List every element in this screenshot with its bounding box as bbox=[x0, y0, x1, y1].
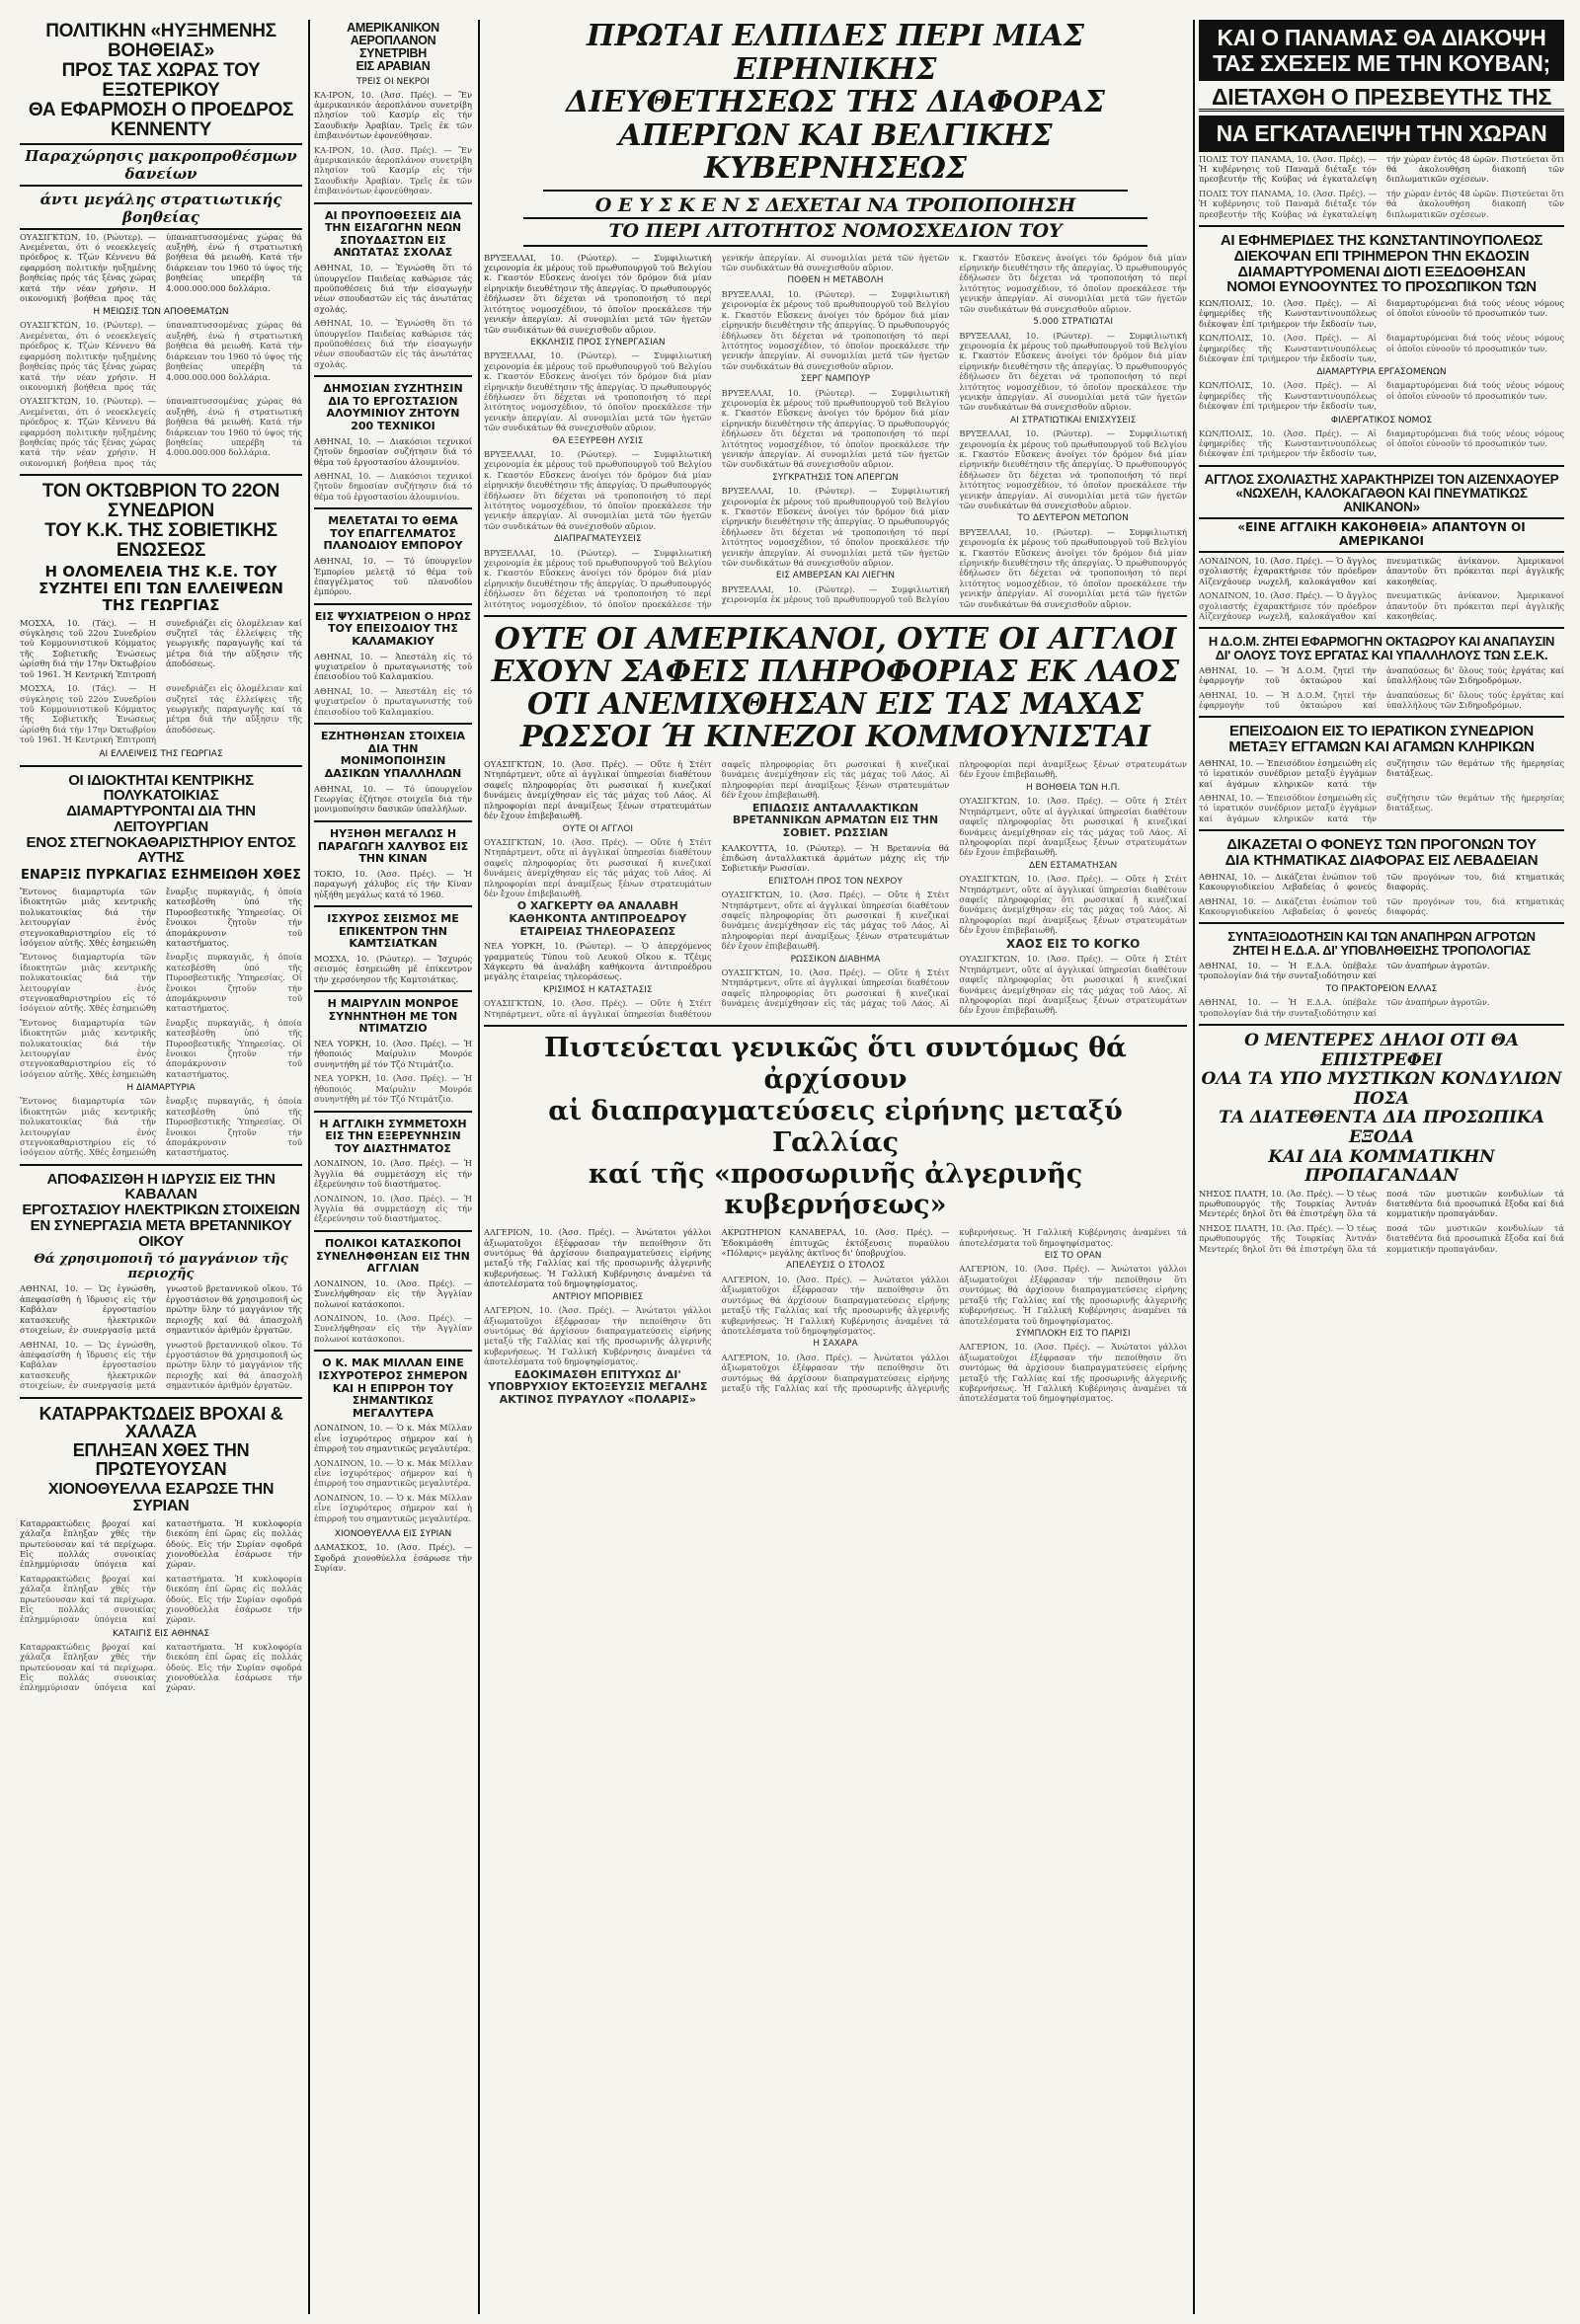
divider bbox=[314, 905, 472, 907]
headline-line: ΤΟΝ ΟΚΤΩΒΡΙΟΝ ΤΟ 22ΟΝ ΣΥΝΕΔΡΙΟΝ bbox=[41, 481, 280, 522]
article-body-continued: ΑΘΗΝΑΙ, 10. — Ἡ Ε.Δ.Α. ὑπέβαλε τροπολογίαν διά τήν συνταξιοδότησιν καί τῶν ἀναπήρων ἀγροτῶν. bbox=[1199, 997, 1490, 1018]
brief-body: ΑΘΗΝΑΙ, 10. — Τό ὑπουργεῖον Γεωργίας ἐζήτησε στοιχεῖα διά τήν μονιμοποίησιν δασικῶν ὑπαλλήλων. bbox=[314, 783, 472, 814]
article-body: ΑΘΗΝΑΙ, 10. — Ἡ Δ.Ο.Μ. ζητεῖ τήν ἐφαρμογήν τοῦ ὀκταώρου καί ἀναπαύσεως δι' ὅλους τούς ἐργάτας καί ὑπαλλήλους τῶν Σιδηροδρόμων. bbox=[1199, 664, 1564, 686]
headline-line: ΕΝΟΣ ΣΤΕΓΝΟΚΑΘΑΡΙΣΤΗΡΙΟΥ ΕΝΤΟΣ ΑΥΤΗΣ bbox=[26, 833, 296, 867]
headline-line: ΠΟΛΙΤΙΚΗΝ «ΗΥΞΗΜΕΝΗΣ ΒΟΗΘΕΙΑΣ» bbox=[45, 21, 276, 61]
article-text: ΟΥΑΣΙΓΚΤΩΝ, 10. (Ἀσσ. Πρές). — Οὔτε ἡ Στέιτ Ντηπάρτμεντ, οὔτε αἱ ἀγγλικαί ὑπηρεσίαι διαθέτουν σαφεῖς πληροφορίας ὅτι ρωσσικαί ἤ κινεζικαί δυνάμεις ἀνεμίχθησαν εἰς τάς μάχας τοῦ Λάος. Αἱ πληροφορίαι περί ἀναμίξεως ξένων στρατευμάτων δέν ἔχουν ἐπιβεβαιωθῆ. bbox=[484, 759, 950, 1019]
box-headline: ΕΠΙΔΩΣΙΣ ΑΝΤΑΛΛΑΚΤΙΚΩΝ ΒΡΕΤΑΝΝΙΚΩΝ ΑΡΜΑΤΩΝ ΕΙΣ ΤΗΝ ΣΟΒΙΕΤ. ΡΩΣΣΙΑΝ bbox=[732, 801, 939, 839]
article-body bbox=[484, 1227, 1187, 1406]
headline bbox=[20, 22, 302, 140]
article-text: ΟΥΑΣΙΓΚΤΩΝ, 10. (Ἀσσ. Πρές). — Οὔτε ἡ Στέιτ Ντηπάρτμεντ, οὔτε αἱ ἀγγλικαί ὑπηρεσίαι διαθέτουν σαφεῖς πληροφορίας ὅτι ρωσσικαί ἤ κινεζικαί δυνάμεις ἀνεμίχθησαν εἰς τάς μάχας τοῦ Λάος. Αἱ πληροφορίαι περί ἀναμίξεως ξένων στρατευμάτων δέν ἔχουν ἐπιβεβαιωθῆ. bbox=[959, 954, 1187, 1016]
brief-headline: ΙΣΧΥΡΟΣ ΣΕΙΣΜΟΣ ΜΕ ΕΠΙΚΕΝΤΡΟΝ ΤΗΝ ΚΑΜΤΣΙΑΤΚΑΝ bbox=[327, 912, 459, 951]
headline-line: ΟΤΙ ΑΝΕΜΙΧΘΗΣΑΝ ΕΙΣ ΤΑΣ ΜΑΧΑΣ bbox=[527, 687, 1144, 723]
article-body-continued: ΚΩΝ/ΠΟΛΙΣ, 10. (Ἀσσ. Πρές). — Αἱ ἐφημερίδες τῆς Κωνσταντινουπόλεως διέκοψαν ἐπί τριήμερον τήν ἔκδοσίν των, διαμαρτυρόμεναι διά τούς νέους νόμους οἱ ὁποῖοι εὐνοοῦν τό προσωπικόν των. bbox=[1199, 380, 1564, 412]
brief-body-continued: ΛΟΝΔΙΝΟΝ, 10. (Ἀσσ. Πρές). — Συνελήφθησαν εἰς τήν Ἀγγλίαν πολωνοί κατάσκοποι. bbox=[314, 1313, 472, 1344]
headline-line: ΡΩΣΣΟΙ Ή ΚΙΝΕΖΟΙ ΚΟΜΜΟΥΝΙΣΤΑΙ bbox=[519, 720, 1151, 755]
headline-line: ΔΙΕΚΟΨΑΝ ΕΠΙ ΤΡΙΗΜΕΡΟΝ ΤΗΝ ΕΚΔΟΣΙΝ bbox=[1233, 247, 1530, 265]
headline-line: ΟΥΤΕ ΟΙ ΑΜΕΡΙΚΑΝΟΙ, ΟΥΤΕ ΟΙ ΑΓΓΛΟΙ bbox=[494, 622, 1177, 658]
headline-line: ΠΡΟΣ ΤΑΣ ΧΩΡΑΣ ΤΟΥ ΕΞΩΤΕΡΙΚΟΥ bbox=[61, 59, 261, 101]
article-text: ΟΥΑΣΙΓΚΤΩΝ, 10. (Ἀσσ. Πρές). — Οὔτε ἡ Στέιτ Ντηπάρτμεντ, οὔτε αἱ ἀγγλικαί ὑπηρεσίαι διαθέτουν σαφεῖς πληροφορίας ὅτι ρωσσικαί ἤ κινεζικαί δυνάμεις ἀνεμίχθησαν εἰς τάς μάχας τοῦ Λάος. Αἱ πληροφορίαι περί ἀναμίξεως ξένων στρατευμάτων δέν ἔχουν ἐπιβεβαιωθῆ. bbox=[484, 836, 712, 898]
deck: Ο Ε Υ Σ Κ Ε Ν Σ ΔΕΧΕΤΑΙ ΝΑ ΤΡΟΠΟΠΟΙΗΣΗ bbox=[594, 194, 1076, 216]
article-body: ΠΟΛΙΣ ΤΟΥ ΠΑΝΑΜΑ, 10. (Ἀσσ. Πρές). — Ἡ κυβέρνησις τοῦ Παναμᾶ διέταξε τόν πρεσβευτήν τῆς Κούβας νά ἐγκαταλείψη τήν χώραν ἐντός 48 ὡρῶν. Πιστεύεται ὅτι θά ἀκολουθήση διακοπή τῶν διπλωματικῶν σχέσεων. bbox=[1199, 153, 1564, 185]
headline-line: ΕΝ ΣΥΝΕΡΓΑΣΙΑ ΜΕΤΑ ΒΡΕΤΑΝΝΙΚΟΥ ΟΙΚΟΥ bbox=[30, 1216, 292, 1250]
article-kennedy-aid bbox=[20, 22, 302, 468]
brief-body: ΑΘΗΝΑΙ, 10. — Ἀπεστάλη εἰς τό ψυχιατρεῖον ὁ πρωταγωνιστής τοῦ ἐπεισοδίου τοῦ Καλαμακίου. bbox=[314, 651, 472, 682]
divider bbox=[314, 202, 472, 204]
headline bbox=[20, 1405, 302, 1480]
subheading: ΔΙΑΜΑΡΤΥΡΙΑ ΕΡΓΑΣΟΜΕΝΩΝ bbox=[1316, 367, 1447, 378]
headline-line: ΟΛΑ ΤΑ ΥΠΟ ΜΥΣΤΙΚΩΝ ΚΟΝΔΥΛΙΩΝ ΠΟΣΑ bbox=[1201, 1069, 1562, 1109]
subheading: ΑΙ ΕΛΛΕΙΨΕΙΣ ΤΗΣ ΓΕΩΡΓΙΑΣ bbox=[99, 748, 223, 759]
subheading: ΠΟΘΕΝ Η ΜΕΤΑΒΟΛΗ bbox=[787, 275, 884, 286]
brief bbox=[314, 1357, 472, 1523]
divider bbox=[20, 765, 302, 767]
headline-line: ΑΓΓΛΟΣ ΣΧΟΛΙΑΣΤΗΣ ΧΑΡΑΚΤΗΡΙΖΕΙ ΤΟΝ ΑΙΖΕΝΧΑΟΥΕΡ bbox=[1204, 471, 1559, 487]
brief-body: ΑΘΗΝΑΙ, 10. — Ἐγνώσθη ὅτι τό ὑπουργεῖον Παιδείας καθώρισε τάς προϋποθέσεις διά τήν εἰσαγωγήν νέων σπουδαστῶν εἰς τάς ἀνωτάτας σχολάς. bbox=[314, 263, 472, 314]
subheading: ΑΙ ΣΤΡΑΤΙΩΤΙΚΑΙ ΕΝΙΣΧΥΣΕΙΣ bbox=[1009, 415, 1137, 426]
headline bbox=[20, 482, 302, 561]
headline bbox=[20, 1172, 302, 1250]
brief-body-continued: ΛΟΝΔΙΝΟΝ, 10. — Ὁ κ. Μάκ Μίλλαν εἶνε ἰσχυρότερος σήμερον καί ἡ ἐπιρροή του σημαντικῶς μεγαλυτέρα. bbox=[314, 1457, 472, 1489]
headline-line: ΑΠΕΡΓΩΝ ΚΑΙ ΒΕΛΓΙΚΗΣ ΚΥΒΕΡΝΗΣΕΩΣ bbox=[618, 117, 1053, 187]
deck: «ΕΙΝΕ ΑΓΓΛΙΚΗ ΚΑΚΟΗΘΕΙΑ» ΑΠΑΝΤΟΥΝ ΟΙ ΑΜΕΡΙΚΑΝΟΙ bbox=[1199, 517, 1564, 553]
brief-body: ΛΟΝΔΙΝΟΝ, 10. (Ἀσσ. Πρές). — Ἡ Ἀγγλία θά συμμετάσχη εἰς τήν ἐξερεύνησιν τοῦ διαστήματος. bbox=[314, 1158, 472, 1190]
article-text: ΟΥΑΣΙΓΚΤΩΝ, 10. (Ἀσσ. Πρές). — Οὔτε ἡ Στέιτ Ντηπάρτμεντ, οὔτε αἱ ἀγγλικαί ὑπηρεσίαι διαθέτουν σαφεῖς πληροφορίας ὅτι ρωσσικαί ἤ κινεζικαί δυνάμεις ἀνεμίχθησαν εἰς τάς μάχας τοῦ Λάος. Αἱ πληροφορίαι περί ἀναμίξεως ξένων στρατευμάτων δέν ἔχουν ἐπιβεβαιωθῆ. bbox=[484, 759, 712, 821]
headline-line: ΠΡΩΤΑΙ ΕΛΠΙΔΕΣ ΠΕΡΙ ΜΙΑΣ ΕΙΡΗΝΙΚΗΣ bbox=[587, 20, 1084, 87]
headline-line: ΚΑΤΑΡΡΑΚΤΩΔΕΙΣ ΒΡΟΧΑΙ & ΧΑΛΑΖΑ bbox=[39, 1403, 283, 1442]
headline-line: ΕΙΣ ΑΡΑΒΙΑΝ bbox=[356, 59, 431, 74]
article-body: ΚΩΝ/ΠΟΛΙΣ, 10. (Ἀσσ. Πρές). — Αἱ ἐφημερίδες τῆς Κωνσταντινουπόλεως διέκοψαν ἐπί τριήμερον τήν ἔκδοσίν των, διαμαρτυρόμεναι διά τούς νέους νόμους οἱ ὁποῖοι εὐνοοῦν τό προσωπικόν των. bbox=[1199, 298, 1564, 329]
article-dom bbox=[1199, 635, 1564, 710]
article-text: ΑΛΓΕΡΙΟΝ, 10. (Ἀσσ. Πρές). — Ἀνώτατοι γάλλοι ἀξιωματοῦχοι ἐξέφρασαν τήν πεποίθησιν ὅτι συντόμως θά ἀρχίσουν διαπραγματεύσεις εἰρήνης μεταξύ τῆς Γαλλίας καί τῆς προσωρινῆς ἀλγερινῆς κυβερνήσεως. Ἡ Γαλλική Κυβέρνησις ἀναμένει τά ἀποτελέσματα τοῦ δημοψηφίσματος. bbox=[959, 1264, 1187, 1326]
subheading: ΑΝΤΡΙΟΥ ΜΠΟΡΙΒΙΕΣ bbox=[552, 1291, 644, 1302]
article-body bbox=[484, 759, 1187, 1019]
headline-line: αἱ διαπραγματεύσεις εἰρήνης μεταξύ Γαλλίας bbox=[548, 1095, 1123, 1158]
brief-headline: Ο Κ. ΜΑΚ ΜΙΛΛΑΝ ΕΙΝΕ ΙΣΧΥΡΟΤΕΡΟΣ ΣΗΜΕΡΟΝ ΚΑΙ Η ΕΠΙΡΡΟΗ ΤΟΥ ΣΗΜΑΝΤΙΚΩΣ ΜΕΓΑΛΥΤΕΡΑ bbox=[318, 1356, 468, 1420]
subheading: ΕΙΣ ΤΟ ΟΡΑΝ bbox=[1044, 1251, 1102, 1262]
brief-body-continued: ΑΘΗΝΑΙ, 10. — Ἐγνώσθη ὅτι τό ὑπουργεῖον Παιδείας καθώρισε τάς προϋποθέσεις διά τήν εἰσαγωγήν νέων σπουδαστῶν εἰς τάς ἀνωτάτας σχολάς. bbox=[314, 318, 472, 369]
brief bbox=[314, 383, 472, 502]
column-rule bbox=[478, 20, 480, 2314]
brief-headline: ΠΟΛΙΚΟΙ ΚΑΤΑΣΚΟΠΟΙ ΣΥΝΕΛΗΦΘΗΣΑΝ ΕΙΣ ΤΗΝ ΑΓΓΛΙΑΝ bbox=[316, 1236, 470, 1276]
article-soviet-congress bbox=[20, 482, 302, 758]
divider bbox=[1199, 716, 1564, 718]
brief bbox=[314, 731, 472, 814]
column-rule bbox=[1193, 20, 1195, 2314]
article-laos bbox=[484, 623, 1187, 1019]
deck: Θά χρησιμοποιῆ τό μαγγάνιον τῆς περιοχῆς bbox=[34, 1252, 288, 1282]
headline bbox=[1199, 473, 1564, 515]
article-text: ΒΡΥΞΕΛΛΑΙ, 10. (Ρώυτερ). — Συμφιλιωτική χειρονομία ἐκ μέρους τοῦ πρωθυπουργοῦ τοῦ Βελγίου κ. Γκαστόν Εὔσκενς ἀνοίγει τόν δρόμον διά μίαν εἰρηνικήν διευθέτησιν τῆς ἀπεργίας. Ὁ πρωθυπουργός ἐδήλωσεν ὅτι δέχεται νά τροποποιήση τό περί λιτότητος νομοσχέδιον, τό ὁποῖον προεκάλεσε τήν γενικήν ἀπεργίαν. Αἱ συνομιλίαι μετά τῶν ἡγετῶν τῶν συνδικάτων θά συνεχισθοῦν αὔριον. bbox=[721, 252, 1187, 605]
headline bbox=[484, 20, 1187, 186]
article-text: ΒΡΥΞΕΛΛΑΙ, 10. (Ρώυτερ). — Συμφιλιωτική χειρονομία ἐκ μέρους τοῦ πρωθυπουργοῦ τοῦ Βελγίου κ. Γκαστόν Εὔσκενς ἀνοίγει τόν δρόμον διά μίαν εἰρηνικήν διευθέτησιν τῆς ἀπεργίας. Ὁ πρωθυπουργός ἐδήλωσεν ὅτι δέχεται νά τροποποιήση τό περί λιτότητος νομοσχέδιον, τό ὁποῖον προεκάλεσε τήν γενικήν ἀπεργίαν. Αἱ συνομιλίαι μετά τῶν ἡγετῶν τῶν συνδικάτων θά συνεχισθοῦν αὔριον. bbox=[959, 330, 1187, 413]
deck: ΕΝΑΡΞΙΣ ΠΥΡΚΑΓΙΑΣ ΕΣΗΜΕΙΩΘΗ ΧΘΕΣ bbox=[21, 868, 301, 884]
subheading: ΟΥΤΕ ΟΙ ΑΓΓΛΟΙ bbox=[562, 823, 633, 834]
article-body: ΚΑ-ΙΡΟΝ, 10. (Ἀσσ. Πρές). — Ἕν ἀμερικανικόν ἀεροπλάνον συνετρίβη πλησίον τοῦ Κασμίρ εἰς τήν Σαουδικήν Ἀραβίαν. Τρεῖς ἐκ τῶν ἐπιβαινόντων ἐφονεύθησαν. bbox=[314, 89, 472, 141]
brief bbox=[314, 515, 472, 597]
article-belgian-strike bbox=[484, 20, 1187, 609]
headline-inverted bbox=[1199, 20, 1564, 81]
headline-line: Ο ΜΕΝΤΕΡΕΣ ΔΗΛΟΙ ΟΤΙ ΘΑ ΕΠΙΣΤΡΕΦΕΙ bbox=[1244, 1031, 1519, 1070]
subheading: ΕΙΣ ΑΜΒΕΡΣΑΝ ΚΑΙ ΛΙΕΓΗΝ bbox=[775, 571, 896, 581]
brief bbox=[314, 828, 472, 899]
article-body-continued: ΟΥΑΣΙΓΚΤΩΝ, 10. (Ρώυτερ). — Ανεμένεται, ότι ό νεοεκλεγείς πρόεδρος κ. Τζών Κέννενυ θά εφαρμόση πολιτικήν ηυξημένης βοηθείας πρός τάς ξένας χώρας κατά τήν νέαν χρήσιν. Η οικονομική βοήθεια προς τάς ύπαναπτυσσομένας χώρας θά αυξηθή, ένώ ή στρατιωτική βοήθεια θά μειωθή. Κατά τήν διάρκειαν του 1960 τό ύψος τής βοηθείας υπερέβη τά 4.000.000.000 δολλάρια. bbox=[20, 396, 302, 468]
brief-body-continued: ΑΘΗΝΑΙ, 10. — Ἀπεστάλη εἰς τό ψυχιατρεῖον ὁ πρωταγωνιστής τοῦ ἐπεισοδίου τοῦ Καλαμακίου. bbox=[314, 685, 472, 717]
divider bbox=[314, 1230, 472, 1232]
column-briefs bbox=[314, 20, 472, 2314]
deck: άντι μεγάλης στρατιωτικής βοηθείας bbox=[20, 189, 302, 230]
article-body-continued: Ἔντονος διαμαρτυρία τῶν ἰδιοκτητῶν μιᾶς κεντρικῆς πολυκατοικίας διά τήν λειτουργίαν ἑνός στεγνοκαθαριστηρίου εἰς τό ἰσόγειον αὐτῆς. Χθές ἐσημειώθη ἔναρξις πυρκαγιᾶς, ἡ ὁποία κατεσβέσθη ὑπό τῆς Πυροσβεστικῆς Ὑπηρεσίας. Οἱ ἔνοικοι ζητοῦν τήν ἀπομάκρυνσιν τοῦ καταστήματος. bbox=[20, 1017, 302, 1079]
subheading: ΦΙΛΕΡΓΑΤΙΚΟΣ ΝΟΜΟΣ bbox=[1330, 415, 1433, 426]
brief-body: ΛΟΝΔΙΝΟΝ, 10. (Ἀσσ. Πρές). — Συνελήφθησαν εἰς τήν Ἀγγλίαν πολωνοί κατάσκοποι. bbox=[314, 1278, 472, 1309]
divider bbox=[314, 603, 472, 605]
article-text: ΒΡΥΞΕΛΛΑΙ, 10. (Ρώυτερ). — Συμφιλιωτική χειρονομία ἐκ μέρους τοῦ πρωθυπουργοῦ τοῦ Βελγίου κ. Γκαστόν Εὔσκενς ἀνοίγει τόν δρόμον διά μίαν εἰρηνικήν διευθέτησιν τῆς ἀπεργίας. Ὁ πρωθυπουργός ἐδήλωσεν ὅτι δέχεται νά τροποποιήση τό περί λιτότητος νομοσχέδιον, τό ὁποῖον προεκάλεσε τήν γενικήν ἀπεργίαν. Αἱ συνομιλίαι μετά τῶν ἡγετῶν τῶν συνδικάτων θά συνεχισθοῦν αὔριον. bbox=[721, 486, 950, 569]
box-headline: ΕΔΟΚΙΜΑΣΘΗ ΕΠΙΤΥΧΩΣ ΔΙ' ΥΠΟΒΡΥΧΙΟΥ ΕΚΤΟΞΕΥΣΙΣ ΜΕΓΑΛΗΣ ΑΚΤΙΝΟΣ ΠΥΡΑΥΛΟΥ «ΠΟΛΑΡΙΣ» bbox=[488, 1367, 708, 1406]
divider bbox=[1199, 627, 1564, 629]
divider bbox=[314, 723, 472, 725]
article-body-continued: ΟΥΑΣΙΓΚΤΩΝ, 10. (Ρώυτερ). — Ανεμένεται, ότι ό νεοεκλεγείς πρόεδρος κ. Τζών Κέννενυ θά εφαρμόση πολιτικήν ηυξημένης βοηθείας πρός τάς ξένας χώρας κατά τήν νέαν χρήσιν. Η οικονομική βοήθεια προς τάς ύπαναπτυσσομένας χώρας θά αυξηθή, ένώ ή στρατιωτική βοήθεια θά μειωθή. Κατά τήν διάρκειαν του 1960 τό ύψος τής βοηθείας υπερέβη τά 4.000.000.000 δολλάρια. bbox=[20, 320, 302, 392]
article-text: ΒΡΥΞΕΛΛΑΙ, 10. (Ρώυτερ). — Συμφιλιωτική χειρονομία ἐκ μέρους τοῦ πρωθυπουργοῦ τοῦ Βελγίου κ. Γκαστόν Εὔσκενς ἀνοίγει τόν δρόμον διά μίαν εἰρηνικήν διευθέτησιν τῆς ἀπεργίας. Ὁ πρωθυπουργός ἐδήλωσεν ὅτι δέχεται νά τροποποιήση τό περί λιτότητος νομοσχέδιον, τό ὁποῖον προεκάλεσε τήν γενικήν ἀπεργίαν. Αἱ συνομιλίαι μετά τῶν ἡγετῶν τῶν συνδικάτων θά συνεχισθοῦν αὔριον. bbox=[484, 252, 950, 609]
subheading: 5.000 ΣΤΡΑΤΙΩΤΑΙ bbox=[1033, 317, 1113, 328]
article-body: ΛΟΝΔΙΝΟΝ, 10. (Ἀσσ. Πρές). — Ὁ ἄγγλος σχολιαστής ἐχαρακτήρισε τόν πρόεδρον Αἰζενχάουερ νωχελῆ, καλοκάγαθον καί πνευματικῶς ἀνίκανον. Ἀμερικανοί ἀπαντοῦν ὅτι πρόκειται περί ἀγγλικῆς κακοηθείας. bbox=[1199, 555, 1564, 586]
brief-headline: ΜΕΛΕΤΑΤΑΙ ΤΟ ΘΕΜΑ ΤΟΥ ΕΠΑΓΓΕΛΜΑΤΟΣ ΠΛΑΝΟΔΙΟΥ ΕΜΠΟΡΟΥ bbox=[323, 514, 463, 553]
brief-body-continued: ΛΟΝΔΙΝΟΝ, 10. — Ὁ κ. Μάκ Μίλλαν εἶνε ἰσχυρότερος σήμερον καί ἡ ἐπιρροή του σημαντικῶς μεγαλυτέρα. bbox=[314, 1492, 472, 1523]
headline bbox=[484, 623, 1187, 753]
headline-line: ΣΥΝΤΑΞΙΟΔΟΤΗΣΙΝ ΚΑΙ ΤΩΝ ΑΝΑΠΗΡΩΝ ΑΓΡΟΤΩΝ bbox=[1227, 929, 1536, 945]
article-text: ΒΡΥΞΕΛΛΑΙ, 10. (Ρώυτερ). — Συμφιλιωτική χειρονομία ἐκ μέρους τοῦ πρωθυπουργοῦ τοῦ Βελγίου κ. Γκαστόν Εὔσκενς ἀνοίγει τόν δρόμον διά μίαν εἰρηνικήν διευθέτησιν τῆς ἀπεργίας. Ὁ πρωθυπουργός ἐδήλωσεν ὅτι δέχεται νά τροποποιήση τό περί λιτότητος νομοσχέδιον, τό ὁποῖον προεκάλεσε τήν γενικήν ἀπεργίαν. Αἱ συνομιλίαι μετά τῶν ἡγετῶν τῶν συνδικάτων θά συνεχισθοῦν αὔριον. bbox=[484, 350, 712, 433]
box-headline: Ο ΧΑΓΚΕΡΤΥ ΘΑ ΑΝΑΛΑΒΗ ΚΑΘΗΚΟΝΤΑ ΑΝΤΙΠΡΟΕΔΡΟΥ ΕΤΑΙΡΕΙΑΣ ΤΗΛΕΟΡΑΣΕΩΣ bbox=[509, 899, 687, 938]
article-text: ΚΑΛΚΟΥΤΤΑ, 10. (Ρώυτερ). — Ἡ Βρεταννία θά ἐπιδώση ἀνταλλακτικά ἁρμάτων μάχης εἰς τήν Σοβιετικήν Ρωσσίαν. bbox=[721, 842, 950, 874]
brief-body: ΑΘΗΝΑΙ, 10. — Διακόσιοι τεχνικοί ζητοῦν δημοσίαν συζήτησιν διά τό θέμα τοῦ ἐργοστασίου ἀλουμινίου. bbox=[314, 435, 472, 467]
headline-line: καί τῆς «προσωρινῆς ἀλγερινῆς κυβερνήσεως» bbox=[588, 1158, 1083, 1221]
subheading: ΔΕΝ ΕΣΤΑΜΑΤΗΣΑΝ bbox=[1029, 860, 1118, 871]
headline-line: ΔΙΑ ΚΤΗΜΑΤΙΚΑΣ ΔΙΑΦΟΡΑΣ ΕΙΣ ΛΕΒΑΔΕΙΑΝ bbox=[1224, 852, 1539, 870]
divider bbox=[1199, 225, 1564, 227]
article-text: ΟΥΑΣΙΓΚΤΩΝ, 10. (Ἀσσ. Πρές). — Οὔτε ἡ Στέιτ Ντηπάρτμεντ, οὔτε αἱ ἀγγλικαί ὑπηρεσίαι διαθέτουν σαφεῖς πληροφορίας ὅτι ρωσσικαί ἤ κινεζικαί δυνάμεις ἀνεμίχθησαν εἰς τάς μάχας τοῦ Λάος. Αἱ πληροφορίαι περί ἀναμίξεως ξένων στρατευμάτων δέν ἔχουν ἐπιβεβαιωθῆ. bbox=[721, 759, 1187, 1009]
divider bbox=[314, 507, 472, 509]
brief bbox=[314, 210, 472, 370]
headline-line: ΕΧΟΥΝ ΣΑΦΕΙΣ ΠΛΗΡΟΦΟΡΙΑΣ ΕΚ ΛΑΟΣ bbox=[491, 655, 1180, 690]
brief-headline: Η ΑΓΓΛΙΚΗ ΣΥΜΜΕΤΟΧΗ ΕΙΣ ΤΗΝ ΕΞΕΡΕΥΝΗΣΙΝ ΤΟΥ ΔΙΑΣΤΗΜΑΤΟΣ bbox=[319, 1117, 467, 1155]
brief-body-continued: ΝΕΑ ΥΟΡΚΗ, 10. (Ἀσσ. Πρές). — Ἡ ἠθοποιός Μαίρυλιν Μονρόε συνηντήθη μέ τόν Τζό Ντιμάτζιο. bbox=[314, 1073, 472, 1105]
headline-inverted bbox=[1199, 116, 1564, 151]
brief-body-continued: ΑΘΗΝΑΙ, 10. — Διακόσιοι τεχνικοί ζητοῦν δημοσίαν συζήτησιν διά τό θέμα τοῦ ἐργοστασίου ἀλουμινίου. bbox=[314, 470, 472, 502]
subheading: ΤΟ ΔΕΥΤΕΡΟΝ ΜΕΤΩΠΟΝ bbox=[1017, 513, 1129, 524]
headline-line: Η Δ.Ο.Μ. ΖΗΤΕΙ ΕΦΑΡΜΟΓΗΝ ΟΚΤΑΩΡΟΥ ΚΑΙ ΑΝΑΠΑΥΣΙΝ bbox=[1208, 634, 1555, 650]
brief-body-continued: ΛΟΝΔΙΝΟΝ, 10. (Ἀσσ. Πρές). — Ἡ Ἀγγλία θά συμμετάσχη εἰς τήν ἐξερεύνησιν τοῦ διαστήματος. bbox=[314, 1193, 472, 1224]
article-body: ΜΟΣΧΑ, 10. (Τάς). — Η σύγκλησις τοῦ 22ου Συνεδρίου τοῦ Κομμουνιστικοῦ Κόμματος τῆς Σοβιετικῆς Ἑνώσεως ὡρίσθη διά τήν 17ην Ὀκτωβρίου τοῦ 1961. Ἡ Κεντρική Ἐπιτροπή συνεδριάζει εἰς ὁλομέλειαν καί συζητεῖ τάς ἐλλείψεις τῆς γεωργικῆς παραγωγῆς καί τά μέτρα διά τήν αὔξησιν τῆς ἀποδόσεως. bbox=[20, 617, 302, 679]
headline bbox=[314, 22, 472, 74]
article-eisenhower bbox=[1199, 473, 1564, 622]
article-body-continued: ΝΗΣΟΣ ΠΛΑΤΗ, 10. (Ἀσ. Πρές). — Ὁ τέως πρωθυπουργός τῆς Τουρκίας Ἀντνάν Μεντερές δηλοῖ ὅτι θά ἐπιστρέψη ὅλα τά ποσά τῶν μυστικῶν κονδυλίων τά διατεθέντα διά προσωπικά ἔξοδα καί διά κομματικήν προπαγάνδαν. bbox=[1199, 1222, 1564, 1254]
brief-headline: ΗΥΞΗΘΗ ΜΕΓΑΛΩΣ Η ΠΑΡΑΓΩΓΗ ΧΑΛΥΒΟΣ ΕΙΣ ΤΗΝ ΚΙΝΑΝ bbox=[317, 826, 469, 866]
headline-line: ΚΑΙ Ο ΠΑΝΑΜΑΣ ΘΑ ΔΙΑΚΟΨΗ bbox=[1217, 25, 1546, 50]
brief-body: ΛΟΝΔΙΝΟΝ, 10. — Ὁ κ. Μάκ Μίλλαν εἶνε ἰσχυρότερος σήμερον καί ἡ ἐπιρροή του σημαντικῶς μεγαλυτέρα. bbox=[314, 1423, 472, 1454]
article-body-continued: Καταρρακτώδεις βροχαί καί χάλαζα ἔπληξαν χθές τήν πρωτεύουσαν καί τά περίχωρα. Εἰς πολλάς συνοικίας ἐπλημμύρισαν ὑπόγεια καί καταστήματα. Ἡ κυκλοφορία διεκόπη ἐπί ὥρας εἰς πολλάς ὁδούς. Εἰς τήν Συρίαν σφοδρά χιονοθύελλα ἐσάρωσε τήν χώραν. bbox=[20, 1641, 302, 1693]
subheading: ΕΚΚΛΗΣΙΣ ΠΡΟΣ ΣΥΝΕΡΓΑΣΙΑΝ bbox=[530, 337, 666, 348]
article-text: ΑΛΓΕΡΙΟΝ, 10. (Ἀσσ. Πρές). — Ἀνώτατοι γάλλοι ἀξιωματοῦχοι ἐξέφρασαν τήν πεποίθησιν ὅτι συντόμως θά ἀρχίσουν διαπραγματεύσεις εἰρήνης μεταξύ τῆς Γαλλίας καί τῆς προσωρινῆς ἀλγερινῆς κυβερνήσεως. Ἡ Γαλλική Κυβέρνησις ἀναμένει τά ἀποτελέσματα τοῦ δημοψηφίσματος. bbox=[484, 1227, 712, 1289]
headline-line: ΑΕΡΟΠΛΑΝΟΝ bbox=[350, 34, 436, 48]
headline-line: ΔΙΑΜΑΡΤΥΡΟΝΤΑΙ ΔΙΑ ΤΗΝ ΛΕΙΤΟΥΡΓΙΑΝ bbox=[66, 803, 256, 835]
headline bbox=[1199, 1032, 1564, 1186]
article-text: ΑΚΡΩΤΗΡΙΟΝ ΚΑΝΑΒΕΡΑΛ, 10. (Ἀσσ. Πρές). — Ἐδοκιμάσθη ἐπιτυχῶς ἐκτόξευσις πυραύλου «Πόλαρις» μεγάλης ἀκτῖνος δι' ὑποβρυχίου. bbox=[721, 1227, 950, 1259]
article-body-continued: Ἔντονος διαμαρτυρία τῶν ἰδιοκτητῶν μιᾶς κεντρικῆς πολυκατοικίας διά τήν λειτουργίαν ἑνός στεγνοκαθαριστηρίου εἰς τό ἰσόγειον αὐτῆς. Χθές ἐσημειώθη ἔναρξις πυρκαγιᾶς, ἡ ὁποία κατεσβέσθη ὑπό τῆς Πυροσβεστικῆς Ὑπηρεσίας. Οἱ ἔνοικοι ζητοῦν τήν ἀπομάκρυνσιν τοῦ καταστήματος. bbox=[20, 1096, 302, 1158]
headline-line: ΔΙΕΥΘΕΤΗΣΕΩΣ ΤΗΣ ΔΙΑΦΟΡΑΣ bbox=[566, 85, 1105, 120]
brief bbox=[314, 1238, 472, 1344]
article-body: Καταρρακτώδεις βροχαί καί χάλαζα ἔπληξαν χθές τήν πρωτεύουσαν καί τά περίχωρα. Εἰς πολλάς συνοικίας ἐπλημμύρισαν ὑπόγεια καί καταστήματα. Ἡ κυκλοφορία διεκόπη ἐπί ὥρας εἰς πολλάς ὁδούς. Εἰς τήν Συρίαν σφοδρά χιονοθύελλα ἐσάρωσε τήν χώραν. bbox=[20, 1517, 302, 1570]
headline-line: ΑΜΕΡΙΚΑΝΙΚΟΝ bbox=[347, 21, 439, 35]
article-storms bbox=[20, 1405, 302, 1693]
article-body-continued: ΑΘΗΝΑΙ, 10. — Ἐπεισόδιον ἐσημειώθη εἰς τό ἱερατικόν συνέδριον μεταξύ ἐγγάμων καί ἀγάμων κληρικῶν κατά τήν συζήτησιν τῶν θεμάτων τῆς ἡμερησίας διατάξεως. bbox=[1199, 793, 1564, 823]
headline-line: ΔΙΕΤΑΧΘΗ Ο ΠΡΕΣΒΕΥΤΗΣ ΤΗΣ bbox=[1199, 85, 1564, 112]
subheading: ΑΠΕΛΕΥΣΙΣ Ο ΣΤΟΛΟΣ bbox=[785, 1261, 885, 1272]
article-body-continued: ΜΟΣΧΑ, 10. (Τάς). — Η σύγκλησις τοῦ 22ου Συνεδρίου τοῦ Κομμουνιστικοῦ Κόμματος τῆς Σοβιετικῆς Ἑνώσεως ὡρίσθη διά τήν 17ην Ὀκτωβρίου τοῦ 1961. Ἡ Κεντρική Ἐπιτροπή συνεδριάζει εἰς ὁλομέλειαν καί συζητεῖ τάς ἐλλείψεις τῆς γεωργικῆς παραγωγῆς καί τά μέτρα διά τήν αὔξησιν τῆς ἀποδόσεως. bbox=[20, 683, 302, 745]
article-panama bbox=[1199, 20, 1564, 219]
brief-body: ΝΕΑ ΥΟΡΚΗ, 10. (Ἀσσ. Πρές). — Ἡ ἠθοποιός Μαίρυλιν Μονρόε συνηντήθη μέ τόν Τζό Ντιμάτζιο. bbox=[314, 1039, 472, 1069]
subheading: ΣΕΡΓ ΝΑΜΠΟΥΡ bbox=[800, 374, 871, 385]
column-right bbox=[1199, 20, 1564, 2314]
article-plane-crash bbox=[314, 22, 472, 196]
brief-body: ΜΟΣΧΑ, 10. (Ρώυτερ). — Ἰσχυρός σεισμός ἐσημειώθη μέ ἐπίκεντρον τήν χερσόνησον τῆς Καμτσιάτκας. bbox=[314, 953, 472, 984]
subheading: ΚΑΤΑΙΓΙΣ ΕΙΣ ΑΘΗΝΑΣ bbox=[112, 1628, 210, 1639]
brief-body: ΔΑΜΑΣΚΟΣ, 10. (Ἀσσ. Πρές). — Σφοδρά χιονοθύελλα ἐσάρωσε τήν Συρίαν. bbox=[314, 1542, 472, 1573]
headline-line: ΜΕΤΑΞΥ ΕΓΓΑΜΩΝ ΚΑΙ ΑΓΑΜΩΝ ΚΛΗΡΙΚΩΝ bbox=[1228, 738, 1535, 756]
headline-line: ΕΠΕΙΣΟΔΙΟΝ ΕΙΣ ΤΟ ΙΕΡΑΤΙΚΟΝ ΣΥΝΕΔΡΙΟΝ bbox=[1229, 723, 1534, 740]
article-text: ΑΛΓΕΡΙΟΝ, 10. (Ἀσσ. Πρές). — Ἀνώτατοι γάλλοι ἀξιωματοῦχοι ἐξέφρασαν τήν πεποίθησιν ὅτι συντόμως θά ἀρχίσουν διαπραγματεύσεις εἰρήνης μεταξύ τῆς Γαλλίας καί τῆς προσωρινῆς ἀλγερινῆς κυβερνήσεως. Ἡ Γαλλική Κυβέρνησις ἀναμένει τά ἀποτελέσματα τοῦ δημοψηφίσματος. bbox=[484, 1305, 712, 1367]
article-body-continued: ΠΟΛΙΣ ΤΟΥ ΠΑΝΑΜΑ, 10. (Ἀσσ. Πρές). — Ἡ κυβέρνησις τοῦ Παναμᾶ διέταξε τόν πρεσβευτήν τῆς Κούβας νά ἐγκαταλείψη τήν χώραν ἐντός 48 ὡρῶν. Πιστεύεται ὅτι θά ἀκολουθήση διακοπή τῶν διπλωματικῶν σχέσεων. bbox=[1199, 188, 1564, 219]
headline-line: ΤΑ ΔΙΑΤΕΘΕΝΤΑ ΔΙΑ ΠΡΟΣΩΠΙΚΑ ΕΞΟΔΑ bbox=[1219, 1108, 1544, 1148]
divider bbox=[314, 1350, 472, 1352]
headline-line: ΤΟΥ Κ.Κ. ΤΗΣ ΣΟΒΙΕΤΙΚΗΣ ΕΝΩΣΕΩΣ bbox=[44, 520, 277, 561]
article-text: ΑΛΓΕΡΙΟΝ, 10. (Ἀσσ. Πρές). — Ἀνώτατοι γάλλοι ἀξιωματοῦχοι ἐξέφρασαν τήν πεποίθησιν ὅτι συντόμως θά ἀρχίσουν διαπραγματεύσεις εἰρήνης μεταξύ τῆς Γαλλίας καί τῆς προσωρινῆς ἀλγερινῆς κυβερνήσεως. Ἡ Γαλλική Κυβέρνησις ἀναμένει τά ἀποτελέσματα τοῦ δημοψηφίσματος. bbox=[721, 1227, 1187, 1393]
brief-headline: ΑΙ ΠΡΟΥΠΟΘΕΣΕΙΣ ΔΙΑ ΤΗΝ ΕΙΣΑΓΩΓΗΝ ΝΕΩΝ ΣΠΟΥΔΑΣΤΩΝ ΕΙΣ ΑΝΩΤΑΤΑΣ ΣΧΟΛΑΣ bbox=[324, 208, 462, 260]
headline bbox=[1199, 837, 1564, 869]
brief-body: ΤΟΚΙΟ, 10. (Ἀσσ. Πρές). — Ἡ παραγωγή χάλυβος εἰς τήν Κίναν ηὐξήθη μεγάλως κατά τό 1960. bbox=[314, 868, 472, 899]
headline-line: ΣΥΝΕΤΡΙΒΗ bbox=[358, 46, 427, 61]
article-text: ΟΥΑΣΙΓΚΤΩΝ, 10. (Ἀσσ. Πρές). — Οὔτε ἡ Στέιτ Ντηπάρτμεντ, οὔτε αἱ ἀγγλικαί ὑπηρεσίαι διαθέτουν σαφεῖς πληροφορίας ὅτι ρωσσικαί ἤ κινεζικαί δυνάμεις ἀνεμίχθησαν εἰς τάς μάχας τοῦ Λάος. Αἱ πληροφορίαι περί ἀναμίξεως ξένων στρατευμάτων δέν ἔχουν ἐπιβεβαιωθῆ. bbox=[959, 874, 1187, 936]
headline-line: ΝΟΜΟΙ ΕΥΝΟΟΥΝΤΕΣ ΤΟ ΠΡΟΣΩΠΙΚΟΝ ΤΩΝ bbox=[1226, 278, 1537, 296]
subheading: Η ΣΑΧΑΡΑ bbox=[813, 1339, 858, 1350]
article-text: ΟΥΑΣΙΓΚΤΩΝ, 10. (Ἀσσ. Πρές). — Οὔτε ἡ Στέιτ Ντηπάρτμεντ, οὔτε αἱ ἀγγλικαί ὑπηρεσίαι διαθέτουν σαφεῖς πληροφορίας ὅτι ρωσσικαί ἤ κινεζικαί δυνάμεις ἀνεμίχθησαν εἰς τάς μάχας τοῦ Λάος. Αἱ πληροφορίαι περί ἀναμίξεως ξένων στρατευμάτων δέν ἔχουν ἐπιβεβαιωθῆ. bbox=[721, 890, 950, 952]
subheading: ΧΑΟΣ ΕΙΣ ΤΟ ΚΟΓΚΟ bbox=[1005, 936, 1141, 951]
divider bbox=[20, 1164, 302, 1166]
article-body-continued: Ἔντονος διαμαρτυρία τῶν ἰδιοκτητῶν μιᾶς κεντρικῆς πολυκατοικίας διά τήν λειτουργίαν ἑνός στεγνοκαθαριστηρίου εἰς τό ἰσόγειον αὐτῆς. Χθές ἐσημειώθη ἔναρξις πυρκαγιᾶς, ἡ ὁποία κατεσβέσθη ὑπό τῆς Πυροσβεστικῆς Ὑπηρεσίας. Οἱ ἔνοικοι ζητοῦν τήν ἀπομάκρυνσιν τοῦ καταστήματος. bbox=[20, 952, 302, 1014]
article-menderes bbox=[1199, 1032, 1564, 1254]
divider bbox=[543, 190, 1128, 192]
article-body: ΑΘΗΝΑΙ, 10. — Ὡς ἐγνώσθη, ἀπεφασίσθη ἡ ἵδρυσις εἰς τήν Καβάλαν ἐργοστασίου κατασκευῆς ἠλεκτρικῶν στοιχείων, ἐν συνεργασίᾳ μετά γνωστοῦ βρεταννικοῦ οἴκου. Τό ἐργοστάσιον θά χρησιμοποιῆ ὡς πρώτην ὕλην τό μαγγάνιον τῆς περιοχῆς καί θά ἀπασχολῆ σημαντικόν ἀριθμόν ἐργατῶν. bbox=[20, 1283, 302, 1336]
divider bbox=[484, 1025, 1187, 1027]
deck: ΤΡΕΙΣ ΟΙ ΝΕΚΡΟΙ bbox=[356, 76, 430, 87]
subheading: ΕΠΙΣΤΟΛΗ ΠΡΟΣ ΤΟΝ ΝΕΧΡΟΥ bbox=[768, 876, 903, 887]
column-rule bbox=[308, 20, 310, 2314]
headline-line: ΚΑΙ ΔΙΑ ΚΟΜΜΑΤΙΚΗΝ ΠΡΟΠΑΓΑΝΔΑΝ bbox=[1268, 1146, 1495, 1187]
article-text: ΒΡΥΞΕΛΛΑΙ, 10. (Ρώυτερ). — Συμφιλιωτική χειρονομία ἐκ μέρους τοῦ πρωθυπουργοῦ τοῦ Βελγίου κ. Γκαστόν Εὔσκενς ἀνοίγει τόν δρόμον διά μίαν εἰρηνικήν διευθέτησιν τῆς ἀπεργίας. Ὁ πρωθυπουργός ἐδήλωσεν ὅτι δέχεται νά τροποποιήση τό περί λιτότητος νομοσχέδιον, τό ὁποῖον προεκάλεσε τήν γενικήν ἀπεργίαν. Αἱ συνομιλίαι μετά τῶν ἡγετῶν τῶν συνδικάτων θά συνεχισθοῦν αὔριον. bbox=[484, 252, 712, 335]
article-body: ΑΘΗΝΑΙ, 10. — Δικάζεται ἐνώπιον τοῦ Κακουργιοδικείου Λεβαδείας ὁ φονεύς τῶν προγόνων του, διά κτηματικάς διαφοράς. bbox=[1199, 871, 1564, 892]
article-body: Ἔντονος διαμαρτυρία τῶν ἰδιοκτητῶν μιᾶς κεντρικῆς πολυκατοικίας διά τήν λειτουργίαν ἑνός στεγνοκαθαριστηρίου εἰς τό ἰσόγειον αὐτῆς. Χθές ἐσημειώθη ἔναρξις πυρκαγιᾶς, ἡ ὁποία κατεσβέσθη ὑπό τῆς Πυροσβεστικῆς Ὑπηρεσίας. Οἱ ἔνοικοι ζητοῦν τήν ἀπομάκρυνσιν τοῦ καταστήματος. bbox=[20, 886, 302, 948]
brief-headline: ΕΖΗΤΗΘΗΣΑΝ ΣΤΟΙΧΕΙΑ ΔΙΑ ΤΗΝ ΜΟΝΙΜΟΠΟΙΗΣΙΝ ΔΑΣΙΚΩΝ ΥΠΑΛΛΗΛΩΝ bbox=[320, 730, 466, 781]
divider bbox=[314, 375, 472, 377]
headline-line: ΕΡΓΟΣΤΑΣΙΟΥ ΗΛΕΚΤΡΙΚΩΝ ΣΤΟΙΧΕΙΩΝ bbox=[22, 1201, 300, 1219]
article-clergy bbox=[1199, 724, 1564, 823]
headline-line: ΔΙΚΑΖΕΤΑΙ Ο ΦΟΝΕΥΣ ΤΩΝ ΠΡΟΓΟΝΩΝ ΤΟΥ bbox=[1226, 836, 1537, 854]
subheading: ΧΙΟΝΟΘΥΕΛΛΑ ΕΙΣ ΣΥΡΙΑΝ bbox=[334, 1529, 452, 1540]
headline-line: ΘΑ ΕΦΑΡΜΟΣΗ Ο ΠΡΟΕΔΡΟΣ ΚΕΝΝΕΝΤΥ bbox=[28, 99, 294, 140]
headline bbox=[1199, 233, 1564, 295]
article-text: ΒΡΥΞΕΛΛΑΙ, 10. (Ρώυτερ). — Συμφιλιωτική χειρονομία ἐκ μέρους τοῦ πρωθυπουργοῦ τοῦ Βελγίου κ. Γκαστόν Εὔσκενς ἀνοίγει τόν δρόμον διά μίαν εἰρηνικήν διευθέτησιν τῆς ἀπεργίας. Ὁ πρωθυπουργός ἐδήλωσεν ὅτι δέχεται νά τροποποιήση τό περί λιτότητος νομοσχέδιον, τό ὁποῖον προεκάλεσε τήν γενικήν ἀπεργίαν. Αἱ συνομιλίαι μετά τῶν ἡγετῶν τῶν συνδικάτων θά συνεχισθοῦν αὔριον. bbox=[484, 448, 712, 531]
divider bbox=[20, 474, 302, 476]
headline bbox=[1199, 930, 1564, 957]
article-text: ΑΛΓΕΡΙΟΝ, 10. (Ἀσσ. Πρές). — Ἀνώτατοι γάλλοι ἀξιωματοῦχοι ἐξέφρασαν τήν πεποίθησιν ὅτι συντόμως θά ἀρχίσουν διαπραγματεύσεις εἰρήνης μεταξύ τῆς Γαλλίας καί τῆς προσωρινῆς ἀλγερινῆς κυβερνήσεως. Ἡ Γαλλική Κυβέρνησις ἀναμένει τά ἀποτελέσματα τοῦ δημοψηφίσματος. bbox=[721, 1274, 950, 1336]
headline-line: ΑΠΟΦΑΣΙΣΘΗ Η ΙΔΡΥΣΙΣ ΕΙΣ ΤΗΝ ΚΑΒΑΛΑΝ bbox=[46, 1170, 276, 1203]
brief-headline: ΕΙΣ ΨΥΧΙΑΤΡΕΙΟΝ Ο ΗΡΩΣ ΤΟΥ ΕΠΕΙΣΟΔΙΟΥ ΤΗΣ ΚΑΛΑΜΑΚΙΟΥ bbox=[314, 609, 472, 649]
article-body-continued: ΛΟΝΔΙΝΟΝ, 10. (Ἀσσ. Πρές). — Ὁ ἄγγλος σχολιαστής ἐχαρακτήρισε τόν πρόεδρον Αἰζενχάουερ νωχελῆ, καλοκάγαθον καί πνευματικῶς ἀνίκανον. Ἀμερικανοί ἀπαντοῦν ὅτι πρόκειται περί ἀγγλικῆς κακοηθείας. bbox=[1199, 590, 1564, 622]
article-body-continued: Καταρρακτώδεις βροχαί καί χάλαζα ἔπληξαν χθές τήν πρωτεύουσαν καί τά περίχωρα. Εἰς πολλάς συνοικίας ἐπλημμύρισαν ὑπόγεια καί καταστήματα. Ἡ κυκλοφορία διεκόπη ἐπί ὥρας εἰς πολλάς ὁδούς. Εἰς τήν Συρίαν σφοδρά χιονοθύελλα ἐσάρωσε τήν χώραν. bbox=[20, 1573, 302, 1625]
article-body: ΑΘΗΝΑΙ, 10. — Ἡ Ε.Δ.Α. ὑπέβαλε τροπολογίαν διά τήν συνταξιοδότησιν καί τῶν ἀναπήρων ἀγροτῶν. bbox=[1199, 960, 1490, 981]
headline-line: ΖΗΤΕΙ Η Ε.Δ.Α. ΔΙ' ΥΠΟΒΛΗΘΕΙΣΗΣ ΤΡΟΠΟΛΟΓΙΑΣ bbox=[1232, 943, 1531, 959]
headline-line: ΤΑΣ ΣΧΕΣΕΙΣ ΜΕ ΤΗΝ ΚΟΥΒΑΝ; bbox=[1213, 50, 1550, 77]
brief bbox=[314, 913, 472, 984]
headline-line: «ΝΩΧΕΛΗ, ΚΑΛΟΚΑΓΑΘΟΝ ΚΑΙ ΠΝΕΥΜΑΤΙΚΩΣ ΑΝΙΚΑΝΟΝ» bbox=[1235, 486, 1528, 515]
article-body: ΝΗΣΟΣ ΠΛΑΤΗ, 10. (Ἀσ. Πρές). — Ὁ τέως πρωθυπουργός τῆς Τουρκίας Ἀντνάν Μεντερές δηλοῖ ὅτι θά ἐπιστρέψη ὅλα τά ποσά τῶν μυστικῶν κονδυλίων τά διατεθέντα διά προσωπικά ἔξοδα καί διά κομματικήν προπαγάνδαν. bbox=[1199, 1188, 1564, 1219]
headline bbox=[484, 1033, 1187, 1221]
deck: Η ΟΛΟΜΕΛΕΙΑ ΤΗΣ Κ.Ε. ΤΟΥ ΣΥΖΗΤΕΙ ΕΠΙ ΤΩΝ ΕΛΛΕΙΨΕΩΝ ΤΗΣ ΓΕΩΡΓΙΑΣ bbox=[39, 562, 283, 615]
article-body bbox=[484, 253, 1187, 609]
article-body-continued: ΑΘΗΝΑΙ, 10. — Ἡ Δ.Ο.Μ. ζητεῖ τήν ἐφαρμογήν τοῦ ὀκταώρου καί ἀναπαύσεως δι' ὅλους τούς ἐργάτας καί ὑπαλλήλους τῶν Σιδηροδρόμων. bbox=[1199, 689, 1564, 710]
headline-line: ΝΑ ΕΓΚΑΤΑΛΕΙΨΗ ΤΗΝ ΧΩΡΑΝ bbox=[1216, 120, 1547, 147]
subheading: ΣΥΜΠΛΟΚΗ ΕΙΣ ΤΟ ΠΑΡΙΣΙ bbox=[1015, 1328, 1131, 1339]
headline bbox=[20, 773, 302, 867]
headline-line: Πιστεύεται γενικῶς ὅτι συντόμως θά ἀρχίσουν bbox=[544, 1033, 1127, 1095]
article-kavala-factory bbox=[20, 1172, 302, 1391]
deck: Παραχώρησις μακροπροθέσμων δανείων bbox=[20, 143, 302, 187]
article-body-continued: ΑΘΗΝΑΙ, 10. — Δικάζεται ἐνώπιον τοῦ Κακουργιοδικείου Λεβαδείας ὁ φονεύς τῶν προγόνων του, διά κτηματικάς διαφοράς. bbox=[1199, 895, 1564, 916]
subheading: Η ΒΟΗΘΕΙΑ ΤΩΝ Η.Π. bbox=[1025, 782, 1121, 793]
article-text: ΝΕΑ ΥΟΡΚΗ, 10. (Ρώυτερ). — Ὁ ἀπερχόμενος γραμματεύς Τύπου τοῦ Λευκοῦ Οἴκου κ. Τζέιμς Χάγκερτυ θά ἀναλάβη καθήκοντα ἀντιπροέδρου μεγάλης ἑταιρείας τηλεοράσεως. bbox=[484, 941, 712, 982]
divider bbox=[1199, 922, 1564, 924]
headline-line: ΑΙ ΕΦΗΜΕΡΙΔΕΣ ΤΗΣ ΚΩΝΣΤΑΝΤΙΝΟΥΠΟΛΕΩΣ bbox=[1220, 232, 1543, 249]
subheading: ΚΡΙΣΙΜΟΣ Η ΚΑΤΑΣΤΑΣΙΣ bbox=[543, 984, 653, 995]
brief-body: ΑΘΗΝΑΙ, 10. — Τό ὑπουργεῖον Ἐμπορίου μελετᾷ τό θέμα τοῦ ἐπαγγέλματος τοῦ πλανοδίου ἐμπόρου. bbox=[314, 556, 472, 597]
column-center bbox=[484, 20, 1187, 2314]
divider bbox=[1199, 829, 1564, 831]
article-body-continued: ΚΩΝ/ΠΟΛΙΣ, 10. (Ἀσσ. Πρές). — Αἱ ἐφημερίδες τῆς Κωνσταντινουπόλεως διέκοψαν ἐπί τριήμερον τήν ἔκδοσίν των, διαμαρτυρόμεναι διά τούς νέους νόμους οἱ ὁποῖοι εὐνοοῦν τό προσωπικόν των. bbox=[1199, 333, 1564, 364]
article-livadeia bbox=[1199, 837, 1564, 916]
divider bbox=[484, 615, 1187, 617]
article-text: ΒΡΥΞΕΛΛΑΙ, 10. (Ρώυτερ). — Συμφιλιωτική χειρονομία ἐκ μέρους τοῦ πρωθυπουργοῦ τοῦ Βελγίου κ. Γκαστόν Εὔσκενς ἀνοίγει τόν δρόμον διά μίαν εἰρηνικήν διευθέτησιν τῆς ἀπεργίας. Ὁ πρωθυπουργός ἐδήλωσεν ὅτι δέχεται νά τροποποιήση τό περί λιτότητος νομοσχέδιον, τό ὁποῖον προεκάλεσε τήν γενικήν ἀπεργίαν. Αἱ συνομιλίαι μετά τῶν ἡγετῶν τῶν συνδικάτων θά συνεχισθοῦν αὔριον. bbox=[721, 387, 950, 470]
subheading: ΘΑ ΕΞΕΥΡΕΘΗ ΛΥΣΙΣ bbox=[552, 435, 644, 446]
subheading: Η ΜΕΙΩΣΙΣ ΤΩΝ ΑΠΟΘΕΜΑΤΩΝ bbox=[93, 307, 229, 318]
headline bbox=[1199, 635, 1564, 661]
article-text: ΒΡΥΞΕΛΛΑΙ, 10. (Ρώυτερ). — Συμφιλιωτική χειρονομία ἐκ μέρους τοῦ πρωθυπουργοῦ τοῦ Βελγίου κ. Γκαστόν Εὔσκενς ἀνοίγει τόν δρόμον διά μίαν εἰρηνικήν διευθέτησιν τῆς ἀπεργίας. Ὁ πρωθυπουργός ἐδήλωσεν ὅτι δέχεται νά τροποποιήση τό περί λιτότητος νομοσχέδιον, τό ὁποῖον προεκάλεσε τήν γενικήν ἀπεργίαν. Αἱ συνομιλίαι μετά τῶν ἡγετῶν τῶν συνδικάτων θά συνεχισθοῦν αὔριον. bbox=[959, 526, 1187, 609]
article-istanbul-newspapers bbox=[1199, 233, 1564, 459]
divider bbox=[314, 1111, 472, 1113]
divider bbox=[1199, 1024, 1564, 1026]
deck: ΤΟ ΠΕΡΙ ΛΙΤΟΤΗΤΟΣ ΝΟΜΟΣΧΕΔΙΟΝ ΤΟΥ bbox=[523, 217, 1147, 247]
article-text: ΟΥΑΣΙΓΚΤΩΝ, 10. (Ἀσσ. Πρές). — Οὔτε ἡ Στέιτ Ντηπάρτμεντ, οὔτε αἱ ἀγγλικαί ὑπηρεσίαι διαθέτουν σαφεῖς πληροφορίας ὅτι ρωσσικαί ἤ κινεζικαί δυνάμεις ἀνεμίχθησαν εἰς τάς μάχας τοῦ Λάος. Αἱ πληροφορίαι περί ἀναμίξεως ξένων στρατευμάτων δέν ἔχουν ἐπιβεβαιωθῆ. bbox=[959, 796, 1187, 858]
brief bbox=[314, 1119, 472, 1224]
headline-line: ΔΙΑΜΑΡΤΥΡΟΜΕΝΑΙ ΔΙΟΤΙ ΕΞΕΔΟΘΗΣΑΝ bbox=[1237, 263, 1526, 280]
article-body: ΟΥΑΣΙΓΚΤΩΝ, 10. (Ρώυτερ). — Ανεμένεται, ότι ό νεοεκλεγείς πρόεδρος κ. Τζών Κέννενυ θά εφαρμόση πολιτικήν ηυξημένης βοηθείας πρός τάς ξένας χώρας κατά τήν νέαν χρήσιν. Η οικονομική βοήθεια προς τάς ύπαναπτυσσομένας χώρας θά αυξηθή, ένώ ή στρατιωτική βοήθεια θά μειωθή. Κατά τήν διάρκειαν του 1960 τό ύψος τής βοηθείας υπερέβη τά 4.000.000.000 δολλάρια. bbox=[20, 231, 302, 304]
headline-line: ΔΙ' ΟΛΟΥΣ ΤΟΥΣ ΕΡΓΑΤΑΣ ΚΑΙ ΥΠΑΛΛΗΛΟΥΣ ΤΩΝ Σ.Ε.Κ. bbox=[1215, 648, 1548, 663]
article-body-continued: ΚΑ-ΙΡΟΝ, 10. (Ἀσσ. Πρές). — Ἕν ἀμερικανικόν ἀεροπλάνον συνετρίβη πλησίον τοῦ Κασμίρ εἰς τήν Σαουδικήν Ἀραβίαν. Τρεῖς ἐκ τῶν ἐπιβαινόντων ἐφονεύθησαν. bbox=[314, 144, 472, 196]
divider bbox=[20, 1397, 302, 1399]
brief-headline: ΔΗΜΟΣΙΑΝ ΣΥΖΗΤΗΣΙΝ ΔΙΑ ΤΟ ΕΡΓΟΣΤΑΣΙΟΝ ΑΛΟΥΜΙΝΙΟΥ ΖΗΤΟΥΝ 200 ΤΕΧΝΙΚΟΙ bbox=[323, 382, 463, 433]
deck: ΧΙΟΝΟΘΥΕΛΛΑ ΕΣΑΡΩΣΕ ΤΗΝ ΣΥΡΙΑΝ bbox=[47, 1481, 275, 1514]
headline bbox=[1199, 724, 1564, 755]
column-left bbox=[20, 20, 302, 2314]
article-eda-pensions bbox=[1199, 930, 1564, 1018]
brief-headline: Η ΜΑΙΡΥΛΙΝ ΜΟΝΡΟΕ ΣΥΝΗΝΤΗΘΗ ΜΕ ΤΟΝ ΝΤΙΜΑΤΖΙΟ bbox=[327, 997, 459, 1036]
article-text: ΒΡΥΞΕΛΛΑΙ, 10. (Ρώυτερ). — Συμφιλιωτική χειρονομία ἐκ μέρους τοῦ πρωθυπουργοῦ τοῦ Βελγίου κ. Γκαστόν Εὔσκενς ἀνοίγει τόν δρόμον διά μίαν εἰρηνικήν διευθέτησιν τῆς ἀπεργίας. Ὁ πρωθυπουργός ἐδήλωσεν ὅτι δέχεται νά τροποποιήση τό περί λιτότητος νομοσχέδιον, τό ὁποῖον προεκάλεσε τήν γενικήν ἀπεργίαν. Αἱ συνομιλίαι μετά τῶν ἡγετῶν τῶν συνδικάτων θά συνεχισθοῦν αὔριον. bbox=[959, 428, 1187, 510]
headline-line: ΕΠΛΗΞΑΝ ΧΘΕΣ ΤΗΝ ΠΡΩΤΕΥΟΥΣΑΝ bbox=[72, 1440, 250, 1480]
article-algeria bbox=[484, 1033, 1187, 1406]
subheading: ΡΩΣΣΙΚΟΝ ΔΙΑΒΗΜΑ bbox=[790, 954, 881, 965]
subheading: Η ΔΙΑΜΑΡΤΥΡΙΑ bbox=[126, 1083, 196, 1094]
divider bbox=[314, 990, 472, 992]
article-body: ΑΘΗΝΑΙ, 10. — Ἐπεισόδιον ἐσημειώθη εἰς τό ἱερατικόν συνέδριον μεταξύ ἐγγάμων καί ἀγάμων κληρικῶν κατά τήν συζήτησιν τῶν θεμάτων τῆς ἡμερησίας διατάξεως. bbox=[1199, 757, 1564, 789]
article-body-continued: ΚΩΝ/ΠΟΛΙΣ, 10. (Ἀσσ. Πρές). — Αἱ ἐφημερίδες τῆς Κωνσταντινουπόλεως διέκοψαν ἐπί τριήμερον τήν ἔκδοσίν των, διαμαρτυρόμεναι διά τούς νέους νόμους οἱ ὁποῖοι εὐνοοῦν τό προσωπικόν των. bbox=[1199, 427, 1564, 459]
subheading: ΤΟ ΠΡΑΚΤΟΡΕΙΟΝ ΕΛΛΑΣ bbox=[1325, 984, 1438, 995]
article-text: ΒΡΥΞΕΛΛΑΙ, 10. (Ρώυτερ). — Συμφιλιωτική χειρονομία ἐκ μέρους τοῦ πρωθυπουργοῦ τοῦ Βελγίου κ. Γκαστόν Εὔσκενς ἀνοίγει τόν δρόμον διά μίαν εἰρηνικήν διευθέτησιν τῆς ἀπεργίας. Ὁ πρωθυπουργός ἐδήλωσεν ὅτι δέχεται νά τροποποιήση τό περί λιτότητος νομοσχέδιον, τό ὁποῖον προεκάλεσε τήν γενικήν ἀπεργίαν. Αἱ συνομιλίαι μετά τῶν ἡγετῶν τῶν συνδικάτων θά συνεχισθοῦν αὔριον. bbox=[721, 288, 950, 371]
subheading: ΔΙΑΠΡΑΓΜΑΤΕΥΣΕΙΣ bbox=[554, 534, 642, 545]
article-dry-cleaner bbox=[20, 773, 302, 1158]
divider bbox=[314, 820, 472, 822]
subheading: ΣΥΓΚΡΑΤΗΣΙΣ ΤΟΝ ΑΠΕΡΓΩΝ bbox=[772, 472, 899, 483]
headline-line: ΟΙ ΙΔΙΟΚΤΗΤΑΙ ΚΕΝΤΡΙΚΗΣ ΠΟΛΥΚΑΤΟΙΚΙΑΣ bbox=[68, 771, 254, 805]
article-body-continued: ΑΘΗΝΑΙ, 10. — Ὡς ἐγνώσθη, ἀπεφασίσθη ἡ ἵδρυσις εἰς τήν Καβάλαν ἐργοστασίου κατασκευῆς ἠλεκτρικῶν στοιχείων, ἐν συνεργασίᾳ μετά γνωστοῦ βρεταννικοῦ οἴκου. Τό ἐργοστάσιον θά χρησιμοποιῆ ὡς πρώτην ὕλην τό μαγγάνιον τῆς περιοχῆς καί θά ἀπασχολῆ σημαντικόν ἀριθμόν ἐργατῶν. bbox=[20, 1339, 302, 1391]
article-text: ΑΛΓΕΡΙΟΝ, 10. (Ἀσσ. Πρές). — Ἀνώτατοι γάλλοι ἀξιωματοῦχοι ἐξέφρασαν τήν πεποίθησιν ὅτι συντόμως θά ἀρχίσουν διαπραγματεύσεις εἰρήνης μεταξύ τῆς Γαλλίας καί τῆς προσωρινῆς ἀλγερινῆς κυβερνήσεως. Ἡ Γαλλική Κυβέρνησις ἀναμένει τά ἀποτελέσματα τοῦ δημοψηφίσματος. bbox=[959, 1342, 1187, 1404]
brief bbox=[314, 998, 472, 1104]
divider bbox=[1199, 465, 1564, 467]
brief bbox=[314, 611, 472, 717]
